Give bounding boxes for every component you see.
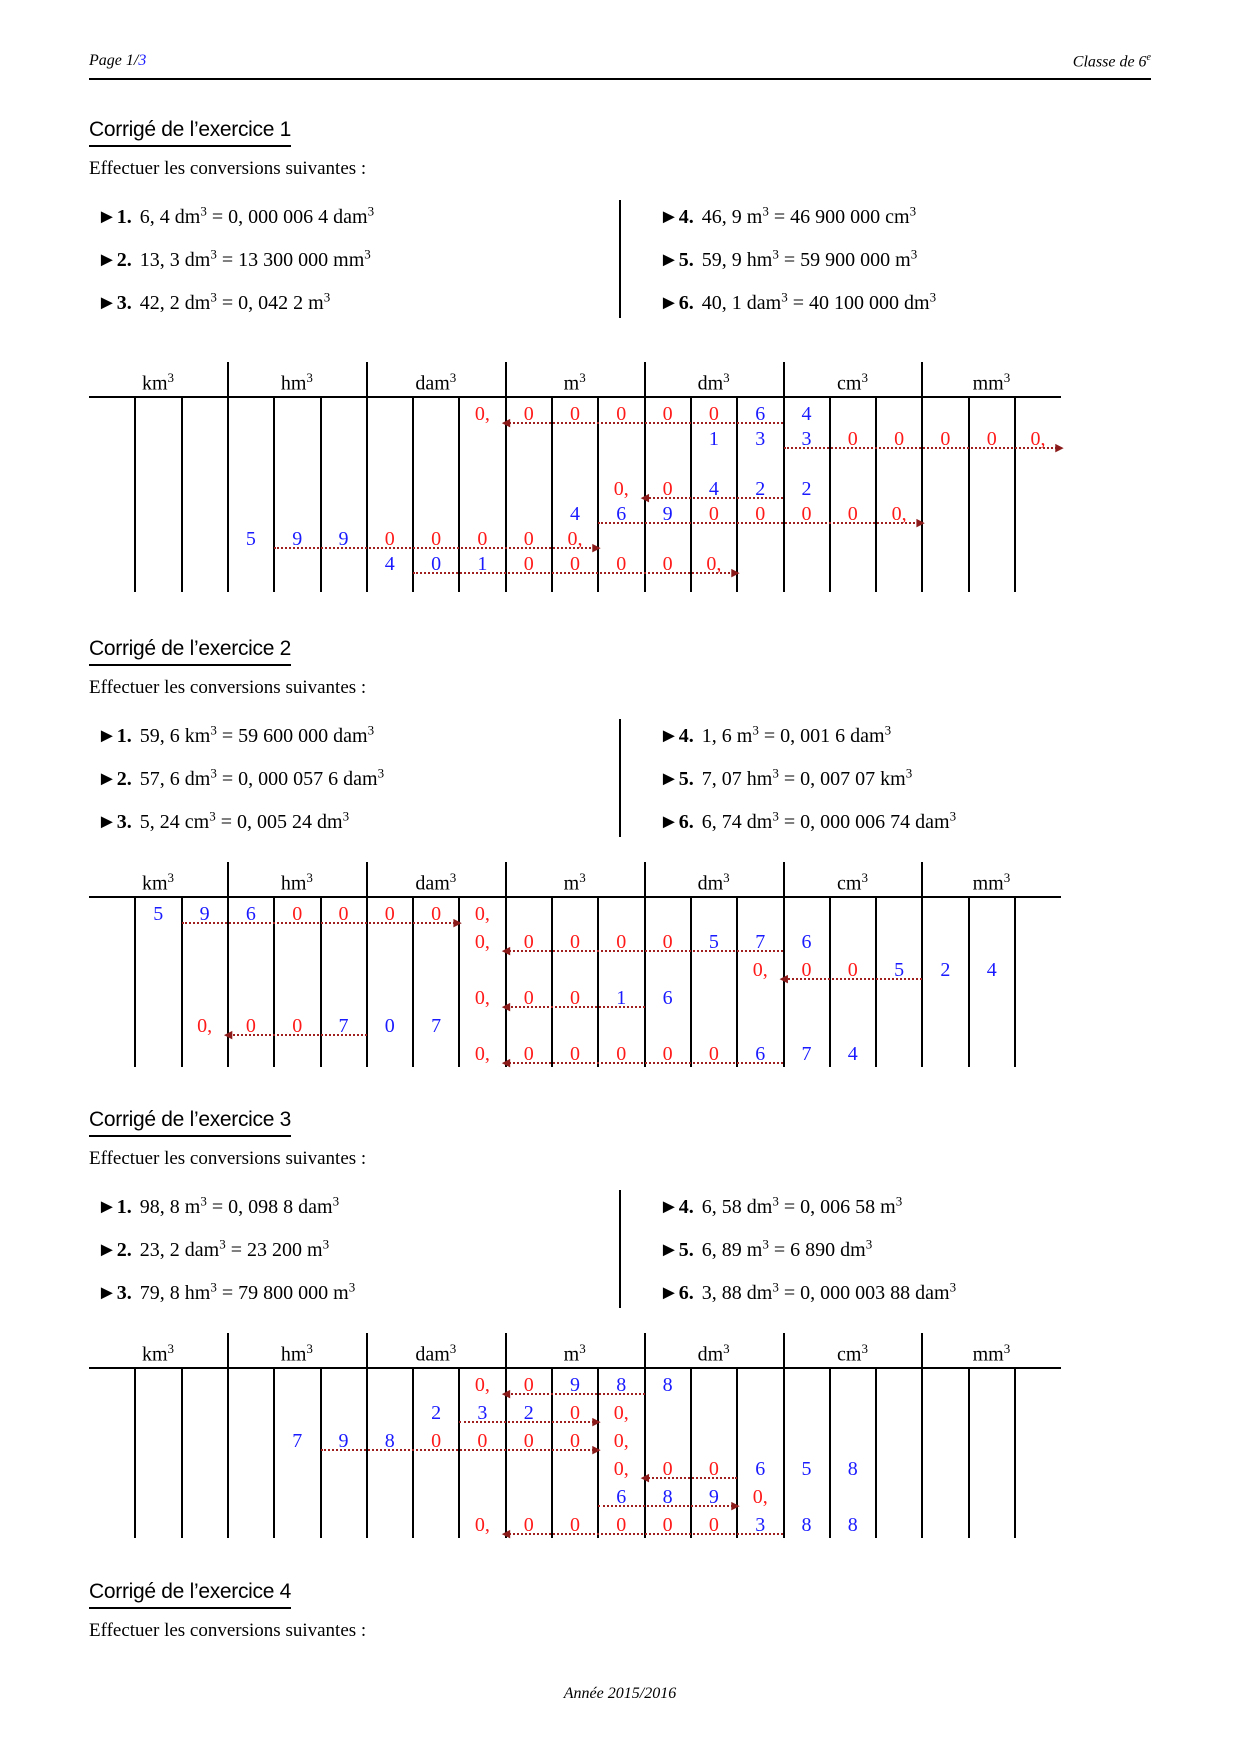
table-digit: 2 — [523, 1402, 534, 1424]
page-number — [89, 52, 146, 70]
table-digit: 4 — [708, 478, 719, 500]
column-divider — [134, 398, 136, 592]
table-digit: 0 — [986, 428, 997, 450]
column-divider — [619, 200, 621, 318]
exercise-4-intro: Effectuer les conversions suivantes : — [89, 1620, 367, 1641]
exercise-item: ►3. 5, 24 $cm^3 = 0$, 005 24 $dm^3$ — [97, 808, 350, 833]
conversion-table-1 — [89, 362, 1064, 592]
unit-divider — [227, 362, 229, 592]
unit-header-dm: $dm^3$ — [697, 370, 730, 395]
unit-header-dm: $dm^3$ — [697, 1341, 730, 1366]
unit-header-hm: $hm^3$ — [280, 870, 313, 895]
class-label — [1073, 52, 1151, 71]
unit-header-km: $km^3$ — [141, 370, 175, 395]
table-digit: 4 — [986, 959, 997, 981]
table-digit: 6 — [755, 1458, 766, 1480]
table-digit: 0 — [477, 1430, 488, 1452]
table-digit: 0 — [477, 528, 488, 550]
table-digit: 1 — [708, 428, 719, 450]
table-digit: 0 — [616, 931, 627, 953]
table-digit: 0 — [616, 1514, 627, 1536]
column-divider — [273, 398, 275, 592]
unit-header-cm: $cm^3$ — [837, 1341, 868, 1366]
table-digit: 8 — [801, 1514, 812, 1536]
table-digit: 8 — [847, 1514, 858, 1536]
decimal-shift-line — [506, 422, 784, 424]
unit-divider — [644, 862, 646, 1067]
table-digit: 0 — [662, 1043, 673, 1065]
arrow-left-icon: ◀ — [501, 1056, 511, 1069]
table-digit: 6 — [616, 1486, 627, 1508]
table-digit: 0 — [662, 553, 673, 575]
table-digit: 0 — [523, 987, 534, 1009]
decimal-shift-line — [321, 1449, 599, 1451]
table-digit: 5 — [153, 903, 164, 925]
decimal-shift-line — [645, 1477, 738, 1479]
exercise-item: ►2. 13, 3 $dm^3 = 13$ 300 000 $mm^3$ — [97, 246, 371, 271]
exercise-3-items — [89, 1193, 1151, 1313]
table-digit: 1 — [616, 987, 627, 1009]
table-digit: 8 — [662, 1486, 673, 1508]
table-digit: 0, — [613, 1430, 629, 1452]
table-digit: 3 — [755, 1514, 766, 1536]
unit-header-km: $km^3$ — [141, 870, 175, 895]
unit-header-dam: dam$^3$ — [415, 370, 457, 395]
arrow-right-icon: ▶ — [916, 516, 925, 529]
table-digit: 7 — [431, 1015, 442, 1037]
decimal-shift-line — [784, 447, 1062, 449]
table-digit: 0 — [523, 1514, 534, 1536]
unit-header-mm: $mm^3$ — [972, 870, 1011, 895]
exercise-item: ►4. 46, 9 $m^3 = 46$ 900 000 $cm^3$ — [659, 203, 917, 228]
arrow-right-icon: ▶ — [592, 1443, 601, 1456]
exercise-item: ►4. 1, 6 $m^3 = 0$, 001 6 dam$^3$ — [659, 722, 892, 747]
table-digit: 0 — [384, 903, 395, 925]
column-divider — [412, 1369, 414, 1538]
table-digit: 0 — [708, 1043, 719, 1065]
column-divider — [320, 398, 322, 592]
exercise-item: ►4. 6, 58 $dm^3 = 0$, 006 58 $m^3$ — [659, 1193, 903, 1218]
table-digit: 7 — [801, 1043, 812, 1065]
table-digit: 0, — [891, 503, 907, 525]
table-digit: 0 — [662, 403, 673, 425]
table-digit: 0 — [801, 503, 812, 525]
column-divider — [619, 719, 621, 837]
decimal-shift-line — [228, 1034, 367, 1036]
unit-header-dam: dam$^3$ — [415, 870, 457, 895]
table-digit: 0 — [662, 478, 673, 500]
table-digit: 8 — [384, 1430, 395, 1452]
table-digit: 8 — [616, 1374, 627, 1396]
unit-header-mm: $mm^3$ — [972, 370, 1011, 395]
table-digit: 5 — [801, 1458, 812, 1480]
table-digit: 6 — [616, 503, 627, 525]
table-digit: 2 — [801, 478, 812, 500]
table-digit: 7 — [292, 1430, 303, 1452]
table-digit: 0 — [570, 931, 580, 953]
table-digit: 0 — [616, 553, 627, 575]
unit-header-row — [89, 862, 1061, 898]
exercise-2-intro: Effectuer les conversions suivantes : — [89, 677, 367, 698]
table-digit: 0 — [847, 503, 858, 525]
exercise-item: ►1. 98, 8 $m^3 = 0$, 098 8 dam$^3$ — [97, 1193, 340, 1218]
column-divider — [181, 398, 183, 592]
arrow-right-icon: ▶ — [1055, 441, 1064, 454]
table-digit: 9 — [338, 528, 349, 550]
table-digit: 7 — [755, 931, 766, 953]
exercise-1-title: Corrigé de l’exercice 1 — [89, 118, 291, 147]
table-digit: 0, — [1030, 428, 1046, 450]
table-digit: 9 — [292, 528, 303, 550]
column-divider — [320, 1369, 322, 1538]
table-digit: 9 — [338, 1430, 349, 1452]
table-digit: 4 — [384, 553, 395, 575]
arrow-right-icon: ▶ — [731, 566, 740, 579]
unit-header-mm: $mm^3$ — [972, 1341, 1011, 1366]
table-digit: 5 — [894, 959, 905, 981]
table-digit: 8 — [847, 1458, 858, 1480]
table-digit: 0 — [570, 553, 580, 575]
table-digit: 0, — [474, 403, 490, 425]
column-divider — [619, 1190, 621, 1308]
table-digit: 0, — [474, 931, 490, 953]
table-digit: 0, — [613, 478, 629, 500]
page-total-link[interactable]: 3 — [138, 52, 147, 69]
table-digit: 0 — [570, 1402, 580, 1424]
table-digit: 7 — [338, 1015, 349, 1037]
exercise-3-intro: Effectuer les conversions suivantes : — [89, 1148, 367, 1169]
table-digit: 0, — [197, 1015, 213, 1037]
exercise-item: ►5. 6, 89 $m^3 = 6$ 890 $dm^3$ — [659, 1236, 873, 1261]
page-footer: Année 2015/2016 — [563, 1685, 677, 1702]
class-text: Classe de 6 — [1072, 53, 1147, 71]
arrow-right-icon: ▶ — [592, 1415, 601, 1428]
table-digit: 0 — [431, 1430, 442, 1452]
arrow-left-icon: ◀ — [501, 944, 511, 957]
unit-header-row — [89, 1333, 1061, 1369]
exercise-item: ►2. 23, 2 dam$^3$ = 23 200 $m^3$ — [97, 1236, 330, 1261]
arrow-right-icon: ▶ — [731, 1499, 740, 1512]
table-digit: 0 — [755, 503, 766, 525]
table-digit: 3 — [477, 1402, 488, 1424]
table-digit: 0 — [523, 553, 534, 575]
table-digit: 4 — [847, 1043, 858, 1065]
table-digit: 0 — [338, 903, 349, 925]
arrow-left-icon: ◀ — [640, 491, 650, 504]
table-digit: 0 — [616, 403, 627, 425]
table-digit: 0 — [662, 1514, 673, 1536]
arrow-right-icon: ▶ — [592, 541, 601, 554]
table-digit: 0, — [474, 1043, 490, 1065]
table-digit: 0, — [567, 528, 583, 550]
table-digit: 0, — [474, 987, 490, 1009]
table-digit: 5 — [708, 931, 719, 953]
arrow-left-icon: ◀ — [779, 972, 788, 985]
class-sup: e — [1146, 52, 1151, 63]
table-digit: 0 — [570, 1514, 580, 1536]
exercise-item: ►5. 59, 9 $hm^3 = 59$ 900 000 $m^3$ — [659, 246, 918, 271]
table-digit: 9 — [662, 503, 673, 525]
decimal-shift-line — [274, 547, 598, 549]
unit-header-cm: $cm^3$ — [837, 870, 868, 895]
exercise-item: ►1. 59, 6 $km^3 = 59$ 600 000 dam$^3$ — [97, 722, 375, 747]
exercise-3-title: Corrigé de l’exercice 3 — [89, 1108, 291, 1137]
table-digit: 0 — [292, 1015, 303, 1037]
unit-header-dm: $dm^3$ — [697, 870, 730, 895]
table-digit: 0 — [847, 959, 858, 981]
table-digit: 0 — [523, 1043, 534, 1065]
unit-divider — [505, 862, 507, 1067]
table-digit: 0 — [894, 428, 905, 450]
decimal-shift-line — [182, 922, 460, 924]
table-digit: 1 — [477, 553, 488, 575]
decimal-shift-line — [506, 1393, 645, 1395]
table-digit: 0, — [752, 1486, 768, 1508]
decimal-shift-line — [645, 497, 784, 499]
table-digit: 0 — [431, 903, 442, 925]
arrow-left-icon: ◀ — [501, 1527, 511, 1540]
exercise-item: ►6. 3, 88 $dm^3 = 0$, 000 003 88 dam$^3$ — [659, 1279, 957, 1304]
decimal-shift-line — [506, 1533, 784, 1535]
table-digit: 6 — [755, 403, 766, 425]
decimal-shift-line — [459, 1421, 598, 1423]
unit-header-m: $m^3$ — [563, 870, 586, 895]
exercise-1-intro: Effectuer les conversions suivantes : — [89, 158, 367, 179]
unit-divider — [921, 362, 923, 592]
table-digit: 4 — [570, 503, 580, 525]
table-digit: 0 — [940, 428, 951, 450]
unit-header-row — [89, 362, 1061, 398]
table-digit: 0 — [523, 931, 534, 953]
table-digit: 0 — [570, 1043, 580, 1065]
table-digit: 0 — [570, 403, 580, 425]
unit-header-hm: $hm^3$ — [280, 1341, 313, 1366]
decimal-shift-line — [506, 1062, 784, 1064]
exercise-4-title: Corrigé de l’exercice 4 — [89, 1580, 291, 1609]
table-digit: 6 — [662, 987, 673, 1009]
unit-header-hm: $hm^3$ — [280, 370, 313, 395]
column-divider — [1014, 1369, 1016, 1538]
table-digit: 0 — [570, 1430, 580, 1452]
column-divider — [273, 1369, 275, 1538]
column-divider — [1014, 898, 1016, 1067]
exercise-item: ►6. 40, 1 dam$^3$ = 40 100 000 $dm^3$ — [659, 289, 937, 314]
conversion-table-3 — [89, 1333, 1061, 1538]
table-digit: 0, — [474, 1374, 490, 1396]
table-digit: 0, — [613, 1458, 629, 1480]
table-digit: 8 — [662, 1374, 673, 1396]
table-digit: 0 — [708, 503, 719, 525]
decimal-shift-line — [784, 978, 923, 980]
unit-header-m: $m^3$ — [563, 1341, 586, 1366]
table-digit: 0, — [613, 1402, 629, 1424]
column-divider — [134, 1369, 136, 1538]
exercise-2-title: Corrigé de l’exercice 2 — [89, 637, 291, 666]
table-digit: 0 — [384, 528, 395, 550]
table-digit: 0 — [384, 1015, 395, 1037]
unit-divider — [921, 1333, 923, 1538]
table-digit: 3 — [755, 428, 766, 450]
table-digit: 6 — [755, 1043, 766, 1065]
conversion-table-2 — [89, 862, 1061, 1067]
decimal-shift-line — [598, 1505, 737, 1507]
table-digit: 6 — [245, 903, 256, 925]
arrow-left-icon: ◀ — [501, 1387, 511, 1400]
table-digit: 0, — [474, 903, 490, 925]
table-digit: 0 — [847, 428, 858, 450]
table-digit: 9 — [199, 903, 210, 925]
table-digit: 9 — [570, 1374, 580, 1396]
exercise-item: ►3. 79, 8 $hm^3 = 79$ 800 000 $m^3$ — [97, 1279, 356, 1304]
table-digit: 0 — [708, 1458, 719, 1480]
arrow-left-icon: ◀ — [640, 1471, 650, 1484]
table-digit: 0 — [523, 528, 534, 550]
unit-header-cm: $cm^3$ — [837, 370, 868, 395]
table-digit: 0, — [706, 553, 722, 575]
table-digit: 3 — [801, 428, 812, 450]
table-digit: 0 — [801, 959, 812, 981]
table-digit: 0 — [570, 987, 580, 1009]
table-digit: 0 — [523, 1430, 534, 1452]
table-digit: 4 — [801, 403, 812, 425]
exercise-item: ►3. 42, 2 $dm^3 = 0$, 042 2 $m^3$ — [97, 289, 331, 314]
decimal-shift-line — [506, 1006, 645, 1008]
table-digit: 0, — [474, 1514, 490, 1536]
column-divider — [968, 1369, 970, 1538]
unit-header-km: $km^3$ — [141, 1341, 175, 1366]
exercise-item: ►6. 6, 74 $dm^3 = 0$, 000 006 74 dam$^3$ — [659, 808, 957, 833]
exercise-item: ►1. 6, 4 $dm^3 = 0$, 000 006 4 dam$^3$ — [97, 203, 375, 228]
column-divider — [968, 898, 970, 1067]
table-digit: 0 — [662, 931, 673, 953]
table-digit: 0 — [662, 1458, 673, 1480]
page-label: Page 1/ — [89, 52, 139, 69]
page-header — [89, 52, 1151, 80]
decimal-shift-line — [413, 572, 737, 574]
table-digit: 9 — [708, 1486, 719, 1508]
exercise-item: ►2. 57, 6 $dm^3 = 0$, 000 057 6 dam$^3$ — [97, 765, 385, 790]
column-divider — [181, 1369, 183, 1538]
table-digit: 0 — [708, 403, 719, 425]
decimal-shift-line — [506, 950, 784, 952]
exercise-2-items — [89, 722, 1151, 842]
table-digit: 2 — [431, 1402, 442, 1424]
table-digit: 6 — [801, 931, 812, 953]
arrow-left-icon: ◀ — [223, 1028, 233, 1041]
table-digit: 0 — [616, 1043, 627, 1065]
arrow-left-icon: ◀ — [501, 416, 511, 429]
table-digit: 0 — [523, 1374, 534, 1396]
exercise-item: ►5. 7, 07 $hm^3 = 0$, 007 07 $km^3$ — [659, 765, 913, 790]
table-digit: 0, — [752, 959, 768, 981]
table-digit: 2 — [755, 478, 766, 500]
arrow-right-icon: ▶ — [453, 916, 462, 929]
decimal-shift-line — [598, 522, 922, 524]
arrow-left-icon: ◀ — [501, 1000, 511, 1013]
table-digit: 0 — [245, 1015, 256, 1037]
unit-divider — [227, 1333, 229, 1538]
table-digit: 0 — [708, 1514, 719, 1536]
table-digit: 5 — [245, 528, 256, 550]
table-digit: 0 — [431, 553, 442, 575]
table-digit: 2 — [940, 959, 951, 981]
unit-header-m: $m^3$ — [563, 370, 586, 395]
table-digit: 0 — [292, 903, 303, 925]
table-digit: 0 — [431, 528, 442, 550]
table-digit: 0 — [523, 403, 534, 425]
unit-header-dam: dam$^3$ — [415, 1341, 457, 1366]
exercise-1-items — [89, 203, 1151, 323]
